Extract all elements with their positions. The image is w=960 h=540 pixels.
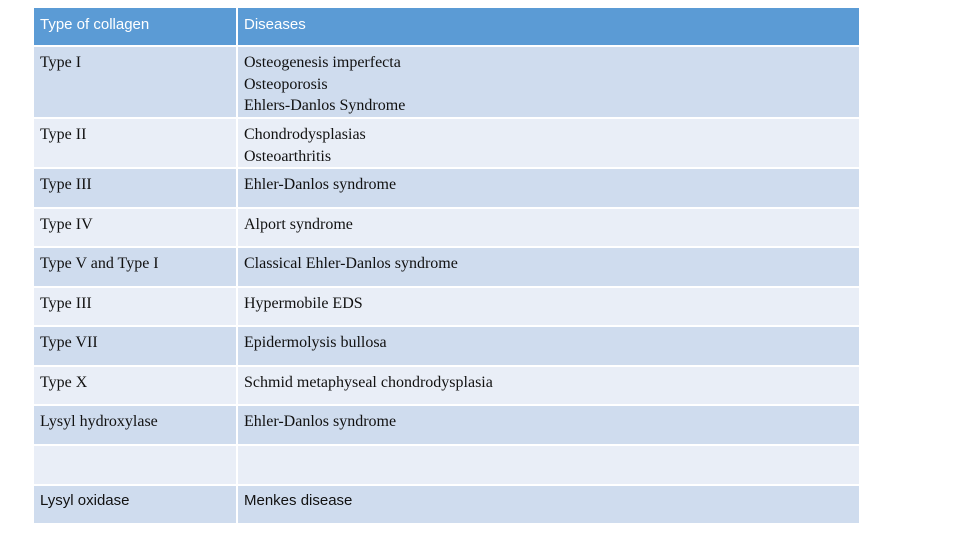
- collagen-type-cell: Lysyl oxidase: [33, 485, 237, 524]
- table-row: [33, 405, 860, 445]
- table-row: [33, 287, 860, 326]
- collagen-type-cell: Type X: [33, 366, 237, 405]
- table-row: [33, 208, 860, 247]
- table-row: [33, 366, 860, 405]
- disease-item: Alport syndrome: [244, 216, 353, 233]
- collagen-type-cell: Type III: [33, 168, 237, 208]
- table-row-empty: [33, 445, 860, 485]
- table-row: [33, 247, 860, 287]
- diseases-cell: [237, 485, 860, 524]
- collagen-type-cell: [33, 445, 237, 485]
- header-row: [33, 7, 860, 46]
- table-row: [33, 485, 860, 524]
- disease-item: Osteoarthritis: [244, 147, 332, 165]
- diseases-cell: [237, 326, 860, 366]
- diseases-cell: [237, 366, 860, 405]
- disease-item: Menkes disease: [244, 492, 353, 509]
- collagen-disease-table: [32, 6, 861, 525]
- disease-item: Classical Ehler-Danlos syndrome: [244, 255, 458, 272]
- disease-item: Ehlers-Danlos Syndrome: [244, 97, 406, 114]
- disease-item: Schmid metaphyseal chondrodysplasia: [244, 374, 493, 391]
- header-type-of-collagen: Type of collagen: [33, 7, 237, 46]
- disease-item: Osteoporosis: [244, 75, 328, 93]
- table-row: [33, 46, 860, 118]
- table-row: [33, 118, 860, 168]
- collagen-type-cell: Type V and Type I: [33, 247, 237, 287]
- disease-item: Chondrodysplasias: [244, 126, 366, 143]
- diseases-cell: [237, 46, 860, 118]
- table-row: [33, 168, 860, 208]
- diseases-cell: [237, 118, 860, 168]
- collagen-type-cell: Lysyl hydroxylase: [33, 405, 237, 445]
- collagen-disease-table-container: [32, 6, 859, 525]
- diseases-cell: [237, 168, 860, 208]
- collagen-type-cell: Type II: [33, 118, 237, 168]
- diseases-cell: [237, 287, 860, 326]
- diseases-cell: [237, 445, 860, 485]
- collagen-type-cell: Type III: [33, 287, 237, 326]
- diseases-cell: [237, 247, 860, 287]
- disease-item: Osteogenesis imperfecta: [244, 54, 401, 71]
- disease-item: Hypermobile EDS: [244, 295, 363, 312]
- table-row: [33, 326, 860, 366]
- diseases-cell: [237, 405, 860, 445]
- collagen-type-cell: Type VII: [33, 326, 237, 366]
- collagen-type-cell: Type I: [33, 46, 237, 118]
- diseases-cell: [237, 208, 860, 247]
- header-diseases: Diseases: [237, 7, 860, 46]
- disease-item: Epidermolysis bullosa: [244, 334, 387, 351]
- disease-item: Ehler-Danlos syndrome: [244, 176, 397, 193]
- disease-item: Ehler-Danlos syndrome: [244, 413, 397, 430]
- collagen-type-cell: Type IV: [33, 208, 237, 247]
